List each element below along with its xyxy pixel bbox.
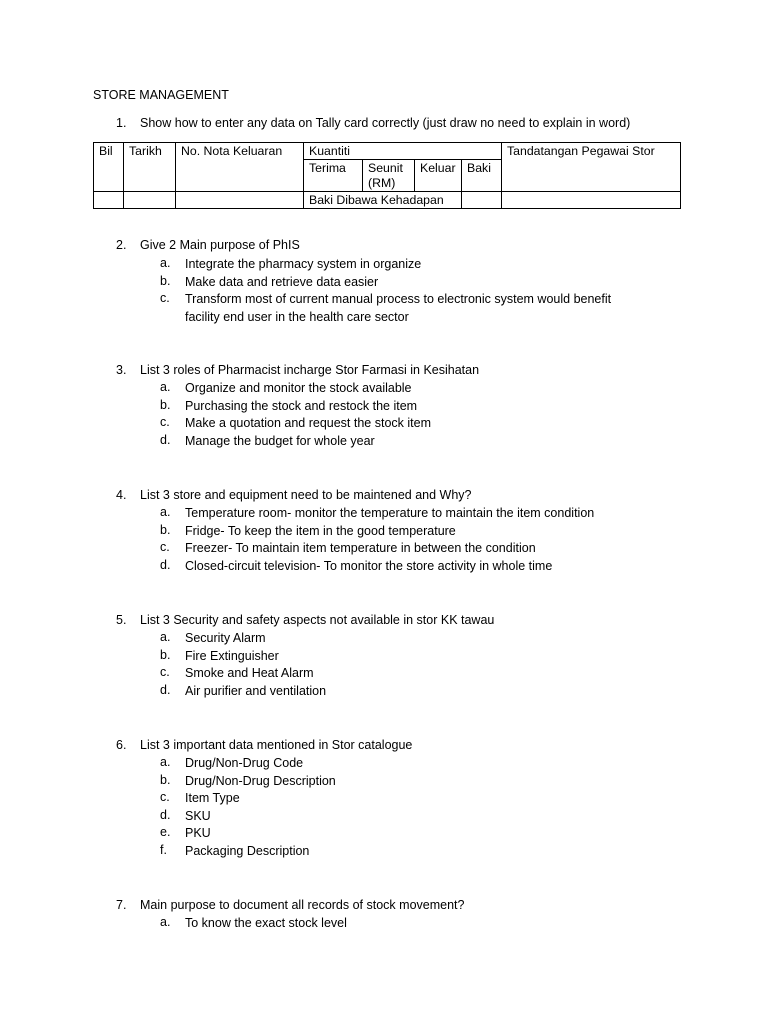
header-tarikh: Tarikh [124, 143, 176, 192]
header-kuantiti: Kuantiti [304, 143, 502, 160]
header-nota-keluaran: No. Nota Keluaran [176, 143, 304, 192]
empty-cell [462, 192, 502, 209]
header-tandatangan: Tandatangan Pegawai Stor [502, 143, 681, 192]
empty-cell [124, 192, 176, 209]
header-terima: Terima [304, 160, 363, 192]
header-seunit: Seunit (RM) [363, 160, 415, 192]
question-number: 5. [116, 613, 127, 627]
question-number: 4. [116, 488, 127, 502]
empty-cell [94, 192, 124, 209]
tally-card-table [93, 142, 681, 209]
question-text: List 3 Security and safety aspects not available in stor KK tawau [140, 613, 495, 627]
header-keluar: Keluar [415, 160, 462, 192]
header-bil: Bil [94, 143, 124, 192]
question-text: Give 2 Main purpose of PhIS [140, 238, 300, 252]
question-text: Show how to enter any data on Tally card correctly (just draw no need to explain in word) [140, 116, 631, 130]
header-baki: Baki [462, 160, 502, 192]
question-text: List 3 roles of Pharmacist incharge Stor Farmasi in Kesihatan [140, 363, 480, 377]
question-number: 1. [116, 116, 127, 130]
empty-cell [176, 192, 304, 209]
question-number: 6. [116, 738, 127, 752]
question-number: 2. [116, 238, 127, 252]
document-title: STORE MANAGEMENT [93, 88, 229, 102]
baki-dibawa-kehadapan: Baki Dibawa Kehadapan [304, 192, 462, 209]
question-text: List 3 important data mentioned in Stor catalogue [140, 738, 413, 752]
question-number: 7. [116, 898, 127, 912]
question-text: Main purpose to document all records of stock movement? [140, 898, 465, 912]
empty-cell [502, 192, 681, 209]
question-text: List 3 store and equipment need to be maintened and Why? [140, 488, 472, 502]
question-number: 3. [116, 363, 127, 377]
